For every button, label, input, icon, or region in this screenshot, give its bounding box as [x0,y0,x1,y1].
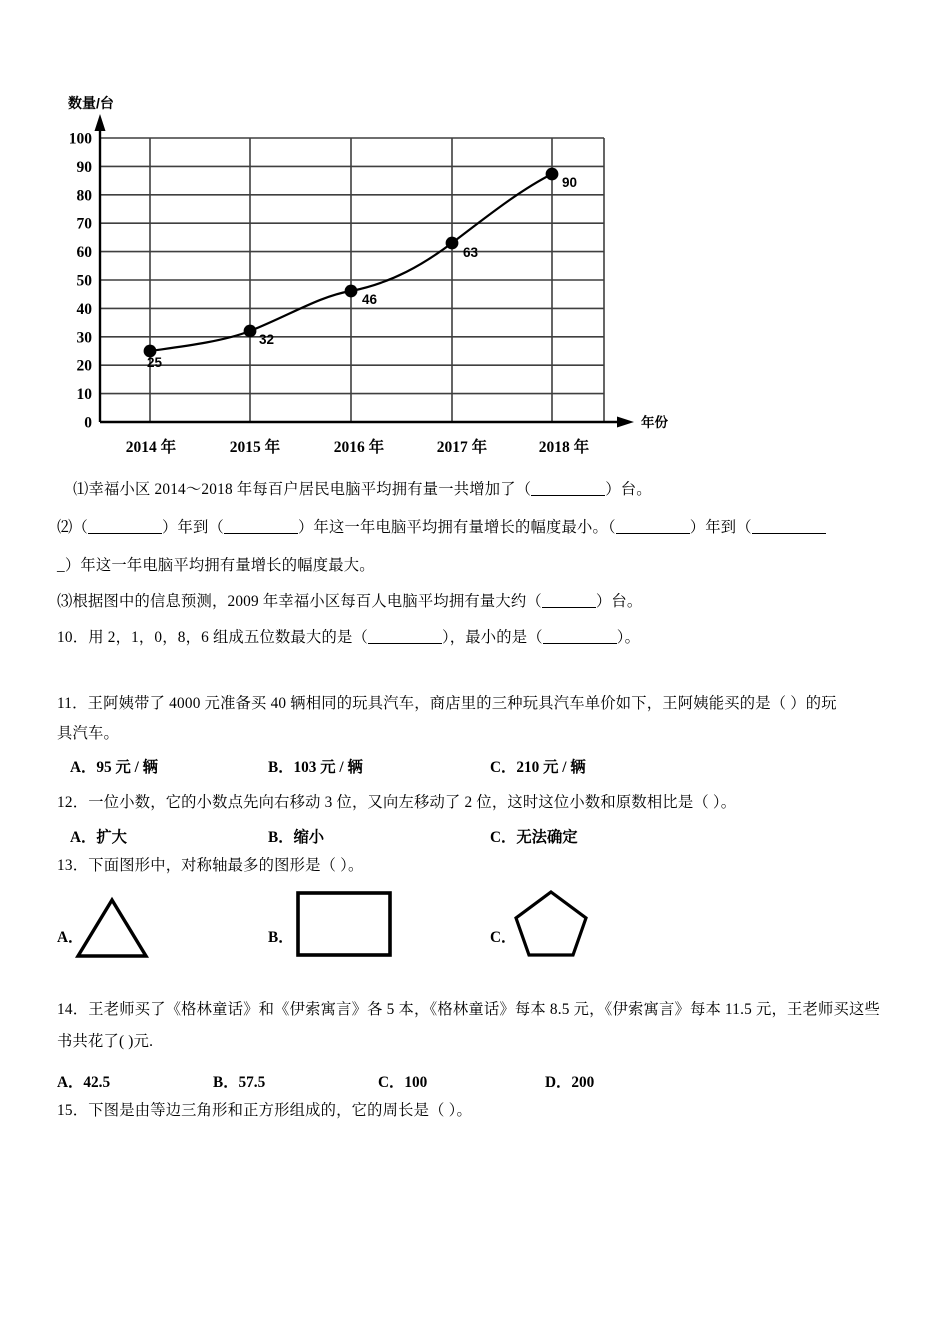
pentagon-icon [513,889,589,959]
data-point-label: 90 [562,175,578,190]
x-tick-label: 2015 年 [229,439,281,456]
option-label: C． [490,929,517,946]
option-label: B． [268,759,294,776]
question-13-number: 13． [57,857,89,874]
triangle-icon [74,896,152,962]
option-label: A． [57,929,84,946]
question-14-option-b[interactable] [213,1070,265,1092]
y-tick-label: 30 [76,329,92,347]
option-label: A． [70,759,97,776]
x-tick-label: 2016 年 [333,439,385,456]
y-axis-tick-labels [69,131,93,432]
option-label: A． [70,829,97,846]
question-13-text: 下面图形中，对称轴最多的图形是（ ）。 [88,857,364,874]
answer-blank[interactable] [224,533,298,534]
option-text: 缩小 [293,829,325,846]
y-tick-label: 10 [76,386,92,404]
y-tick-label: 60 [76,244,92,262]
question-1-marker: ⑴ [73,481,89,498]
option-text: 57.5 [238,1074,266,1091]
question-13-option-b-label[interactable] [268,925,294,947]
data-point-marker [244,325,257,338]
question-2-text-line2: _）年这一年电脑平均拥有量增长的幅度最大。 [57,557,375,574]
y-axis [95,114,106,422]
question-3-text-b: ）台。 [595,593,643,610]
data-point-label: 32 [259,332,275,347]
x-axis [100,417,634,428]
question-10 [57,630,640,645]
option-text: 103 元 / 辆 [293,759,363,776]
question-11-number: 11． [57,695,88,712]
question-2-marker: ⑵ [57,519,73,536]
answer-blank[interactable] [543,643,617,644]
question-15-line1 [57,1103,472,1118]
question-3-fill [57,594,642,609]
y-tick-label: 50 [76,272,92,290]
question-2-fill-line2 [57,558,375,573]
option-label: C． [378,1074,405,1091]
question-1-fill [73,482,652,497]
question-10-number: 10． [57,629,89,646]
question-11-line2 [57,726,119,741]
x-tick-label: 2017 年 [436,439,488,456]
x-tick-label: 2014 年 [125,439,177,456]
question-12-number: 12． [57,794,89,811]
option-label: A． [57,1074,84,1091]
data-point-label: 25 [147,355,163,370]
y-tick-label: 80 [76,187,92,205]
option-label: D． [545,1074,572,1091]
answer-blank[interactable] [368,643,442,644]
question-11-option-a[interactable] [70,755,158,777]
question-12-option-c[interactable] [490,825,578,847]
question-15-text: 下图是由等边三角形和正方形组成的，它的周长是（ ）。 [88,1102,473,1119]
line-chart-figure [0,0,950,470]
option-text: 200 [571,1074,595,1091]
option-label: B． [268,929,294,946]
question-1-text-a: 幸福小区 2014～2018 年每百户居民电脑平均拥有量一共增加了（ [88,481,532,498]
question-14-line1 [57,1002,880,1017]
question-2-fill-line1 [57,520,826,535]
question-14-text-cont: 书共花了( )元. [57,1033,154,1050]
y-tick-label: 0 [84,414,92,432]
option-text: 100 [404,1074,428,1091]
option-text: 42.5 [83,1074,111,1091]
question-15-number: 15． [57,1102,89,1119]
answer-blank[interactable] [616,533,690,534]
question-14-option-d[interactable] [545,1070,594,1092]
question-10-text-a: 用 2，1，0，8，6 组成五位数最大的是（ [88,629,368,646]
question-2-text-c: ）年这一年电脑平均拥有量增长的幅度最小。（ [298,519,616,536]
question-11-option-c[interactable] [490,755,586,777]
question-3-marker: ⑶ [57,593,73,610]
y-tick-label: 20 [76,357,92,375]
answer-blank[interactable] [88,533,162,534]
question-12-line1 [57,795,736,810]
data-point-marker [546,168,559,181]
data-point-label: 46 [362,292,378,307]
data-point-marker [345,285,358,298]
y-tick-label: 40 [76,300,92,318]
question-12-text: 一位小数，它的小数点先向右移动 3 位，又向左移动了 2 位，这时这位小数和原数相比是（ ）。 [88,794,737,811]
option-text: 210 元 / 辆 [516,759,586,776]
question-3-text-a: 根据图中的信息预测，2009 年幸福小区每百人电脑平均拥有量大约（ [72,593,542,610]
question-12-option-a[interactable] [70,825,127,847]
question-2-text-d: ）年到（ [689,519,752,536]
question-2-text-a: （ [72,519,88,536]
answer-blank[interactable] [531,495,605,496]
question-11-line1 [57,696,837,711]
question-11-text: 王阿姨带了 4000 元准备买 40 辆相同的玩具汽车，商店里的三种玩具汽车单价如下，王阿姨能买的是（ ）的玩 [87,695,837,712]
x-tick-label: 2018 年 [538,439,590,456]
option-label: C． [490,759,517,776]
data-point-marker [446,237,459,250]
y-tick-label: 100 [68,130,92,148]
x-axis-category-labels [126,437,590,456]
question-11-option-b[interactable] [268,755,363,777]
answer-blank[interactable] [542,607,596,608]
question-14-number: 14． [57,1001,89,1018]
option-label: B． [268,829,294,846]
data-point-label: 63 [463,245,479,260]
y-tick-label: 70 [76,215,92,233]
option-text: 扩大 [96,829,127,846]
option-label: B． [213,1074,239,1091]
question-14-line2 [57,1034,153,1049]
question-10-text-b: ），最小的是（ [441,629,543,646]
question-1-text-b: ）台。 [605,481,652,498]
option-text: 95 元 / 辆 [96,759,158,776]
question-11-text-cont: 具汽车。 [57,725,119,742]
question-13-line1 [57,858,364,873]
question-14-text: 王老师买了《格林童话》和《伊索寓言》各 5 本，《格林童话》每本 8.5 元，《伊索寓言》每本 11.5 元，王老师买这些 [88,1001,880,1018]
rectangle-icon [295,890,395,960]
y-tick-label: 90 [76,158,92,176]
question-14-option-c[interactable] [378,1070,427,1092]
chart-gridlines [100,138,604,422]
question-12-option-b[interactable] [268,825,324,847]
question-2-text-b: ）年到（ [162,519,224,536]
question-14-option-a[interactable] [57,1070,110,1092]
y-axis-title: 数量/台 [68,95,114,111]
option-text: 无法确定 [516,829,578,846]
answer-blank[interactable] [752,533,826,534]
x-axis-title: 年份 [641,415,668,430]
computer-ownership-line-chart [0,0,950,470]
question-10-text-c: ）。 [616,629,641,646]
option-label: C． [490,829,517,846]
